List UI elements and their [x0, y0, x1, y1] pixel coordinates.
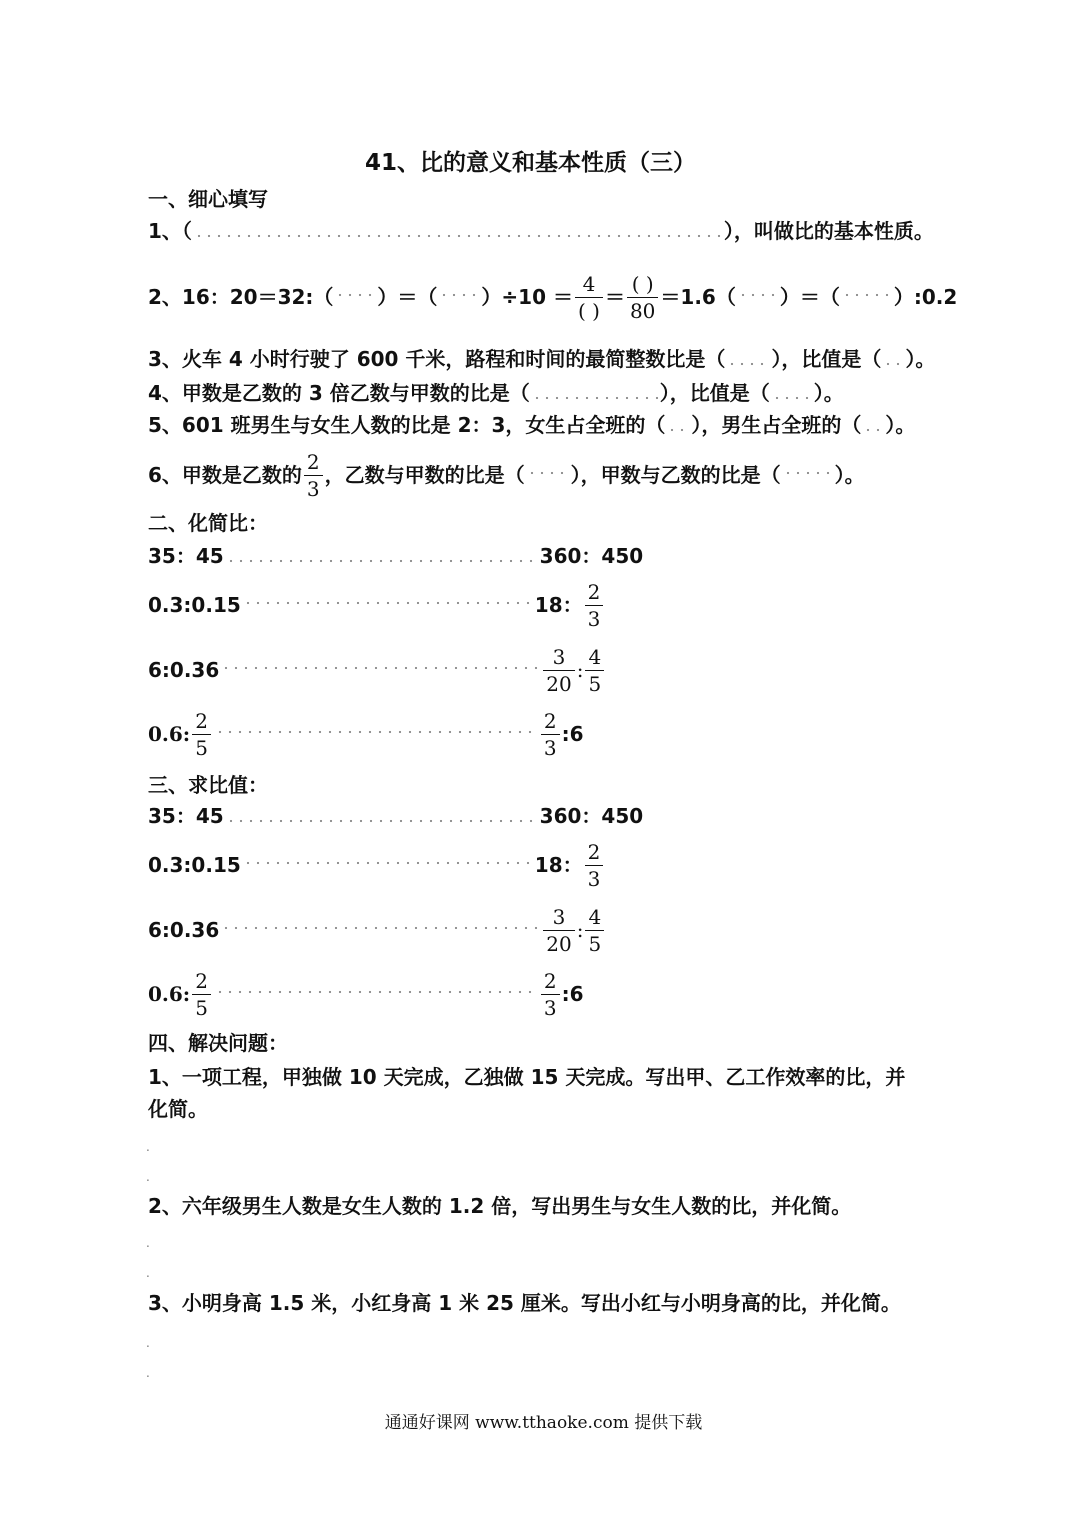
question-2: 2、16：20＝32:（ ）＝（ ）÷10 ＝ $\frac{4}{( )}$ ＝ $\frac{( )}{80}$ ＝1.6（ ）＝（ ）:0.2	[148, 271, 958, 323]
fraction: $\frac{2}{3}$	[585, 839, 604, 892]
fraction: $\frac{( )}{80}$	[627, 271, 658, 324]
ratio-row-1: 35：45 360：450	[148, 804, 644, 828]
question-4: 4、甲数是乙数的 3 倍乙数与甲数的比是（ ），比值是（ ）。	[148, 381, 844, 405]
problem-2: 2、六年级男生人数是女生人数的 1.2 倍，写出男生与女生人数的比，并化简。	[148, 1194, 852, 1218]
simplify-row-1: 35：45 360：450	[148, 544, 644, 568]
section-fill-in: 一、细心填写	[148, 187, 268, 211]
simplify-row-2: 0.3:0.15 18： $\frac{2}{3}$	[148, 576, 605, 634]
fraction: $\frac{3}{20}$	[543, 904, 574, 957]
fraction: $\frac{2}{3}$	[585, 579, 604, 632]
section-simplify: 二、化简比：	[148, 511, 268, 535]
ratio-row-4: 0.6: $\frac{2}{5}$ $\frac{2}{3}$ :6	[148, 968, 584, 1020]
question-1: 1、（ ），叫做比的基本性质。	[148, 219, 934, 243]
question-5: 5、601 班男生与女生人数的比是 2：3，女生占全班的（ ），男生占全班的（ ）。	[148, 413, 916, 437]
fraction: $\frac{2}{3}$	[541, 708, 560, 761]
problem-1-line-1: 1、一项工程，甲独做 10 天完成，乙独做 15 天完成。写出甲、乙工作效率的比，并	[148, 1065, 906, 1089]
problem-1-line-2: 化简。	[148, 1097, 208, 1121]
ratio-row-2: 0.3:0.15 18： $\frac{2}{3}$	[148, 836, 605, 894]
question-6: 6、甲数是乙数的 $\frac{2}{3}$ ，乙数与甲数的比是（ ），甲数与乙数的比是（ ）。	[148, 449, 865, 501]
section-problems: 四、解决问题：	[148, 1031, 288, 1055]
simplify-row-3: 6:0.36 $\frac{3}{20}$ : $\frac{4}{5}$	[148, 640, 606, 700]
fraction: $\frac{3}{20}$	[543, 644, 574, 697]
problem-3: 3、小明身高 1.5 米，小红身高 1 米 25 厘米。写出小红与小明身高的比，并化简。	[148, 1291, 901, 1315]
question-3: 3、火车 4 小时行驶了 600 千米，路程和时间的最简整数比是（ ），比值是（ ）。	[148, 347, 936, 371]
fraction: $\frac{4}{5}$	[585, 904, 604, 957]
section-ratio-value: 三、求比值：	[148, 773, 268, 797]
ratio-row-3: 6:0.36 $\frac{3}{20}$ : $\frac{4}{5}$	[148, 900, 606, 960]
page-title: 41、比的意义和基本性质（三）	[365, 150, 697, 176]
fraction: $\frac{4}{( )}$	[575, 271, 603, 324]
footer-source: 通通好课网 www.tthaoke.com 提供下载	[384, 1413, 703, 1433]
fraction: $\frac{2}{3}$	[304, 449, 323, 502]
simplify-row-4: 0.6: $\frac{2}{5}$ $\frac{2}{3}$ :6	[148, 708, 584, 760]
fraction: $\frac{2}{5}$	[192, 968, 211, 1021]
fraction: $\frac{4}{5}$	[585, 644, 604, 697]
fraction: $\frac{2}{5}$	[192, 708, 211, 761]
fraction: $\frac{2}{3}$	[541, 968, 560, 1021]
